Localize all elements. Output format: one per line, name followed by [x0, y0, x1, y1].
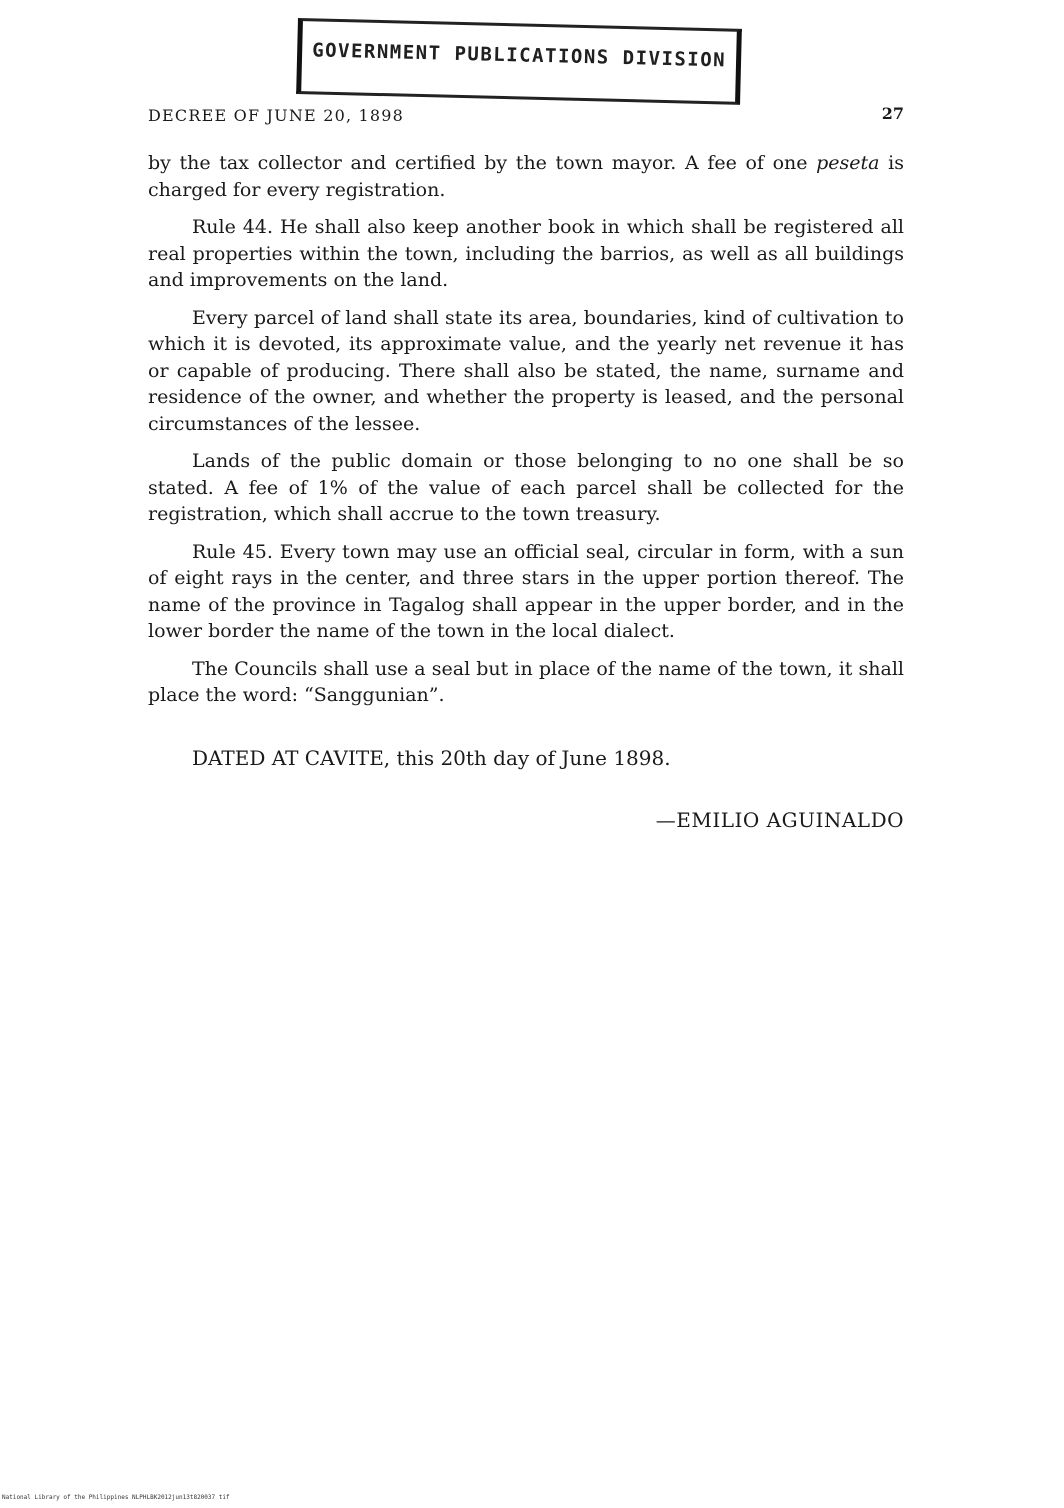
page-number: 27: [881, 104, 904, 123]
running-head: DECREE OF JUNE 20, 1898: [148, 106, 405, 125]
government-publications-stamp: [296, 18, 742, 105]
body-text: [148, 150, 904, 720]
paragraph-parcel-details: Every parcel of land shall state its area, boundaries, kind of cultivation to which it is devoted, its approximate value, and the yearly net revenue it has or capable of producing. There shall also be stated, the name, surname and residence of the owner, and whether the property is leased, and the personal circumstances of the lessee.: [148, 306, 904, 435]
paragraph-continuation-text: by the tax collector and certified by the town mayor. A fee of one: [148, 152, 808, 174]
paragraph-continuation: [148, 150, 904, 203]
paragraph-public-lands: Lands of the public domain or those belonging to no one shall be so stated. A fee of 1% of the value of each parcel shall be collected for the registration, which shall accrue to the town treasury.: [148, 450, 904, 525]
paragraph-continuation-rest: is charged for every registration.: [148, 152, 904, 201]
signature: —EMILIO AGUINALDO: [655, 808, 904, 832]
dated-line: DATED AT CAVITE, this 20th day of June 1898.: [192, 746, 671, 770]
peseta-term: peseta: [816, 152, 880, 174]
scan-footer-note: National Library of the Philippines NLPHLBK2012jun13t820037 tif: [2, 1494, 230, 1501]
paragraph-rule-44: Rule 44. He shall also keep another book in which shall be registered all real properties within the town, including the barrios, as well as all buildings and improvements on the land.: [148, 216, 904, 291]
paragraph-rule-45: Rule 45. Every town may use an official seal, circular in form, with a sun of eight rays in the center, and three stars in the upper portion thereof. The name of the province in Tagalog shall appear in the upper border, and in the lower border the name of the town in the local dialect.: [148, 540, 904, 642]
paragraph-councils-seal: The Councils shall use a seal but in place of the name of the town, it shall place the word: “Sanggunian”.: [148, 657, 904, 706]
stamp-text: GOVERNMENT PUBLICATIONS DIVISION: [311, 39, 727, 72]
